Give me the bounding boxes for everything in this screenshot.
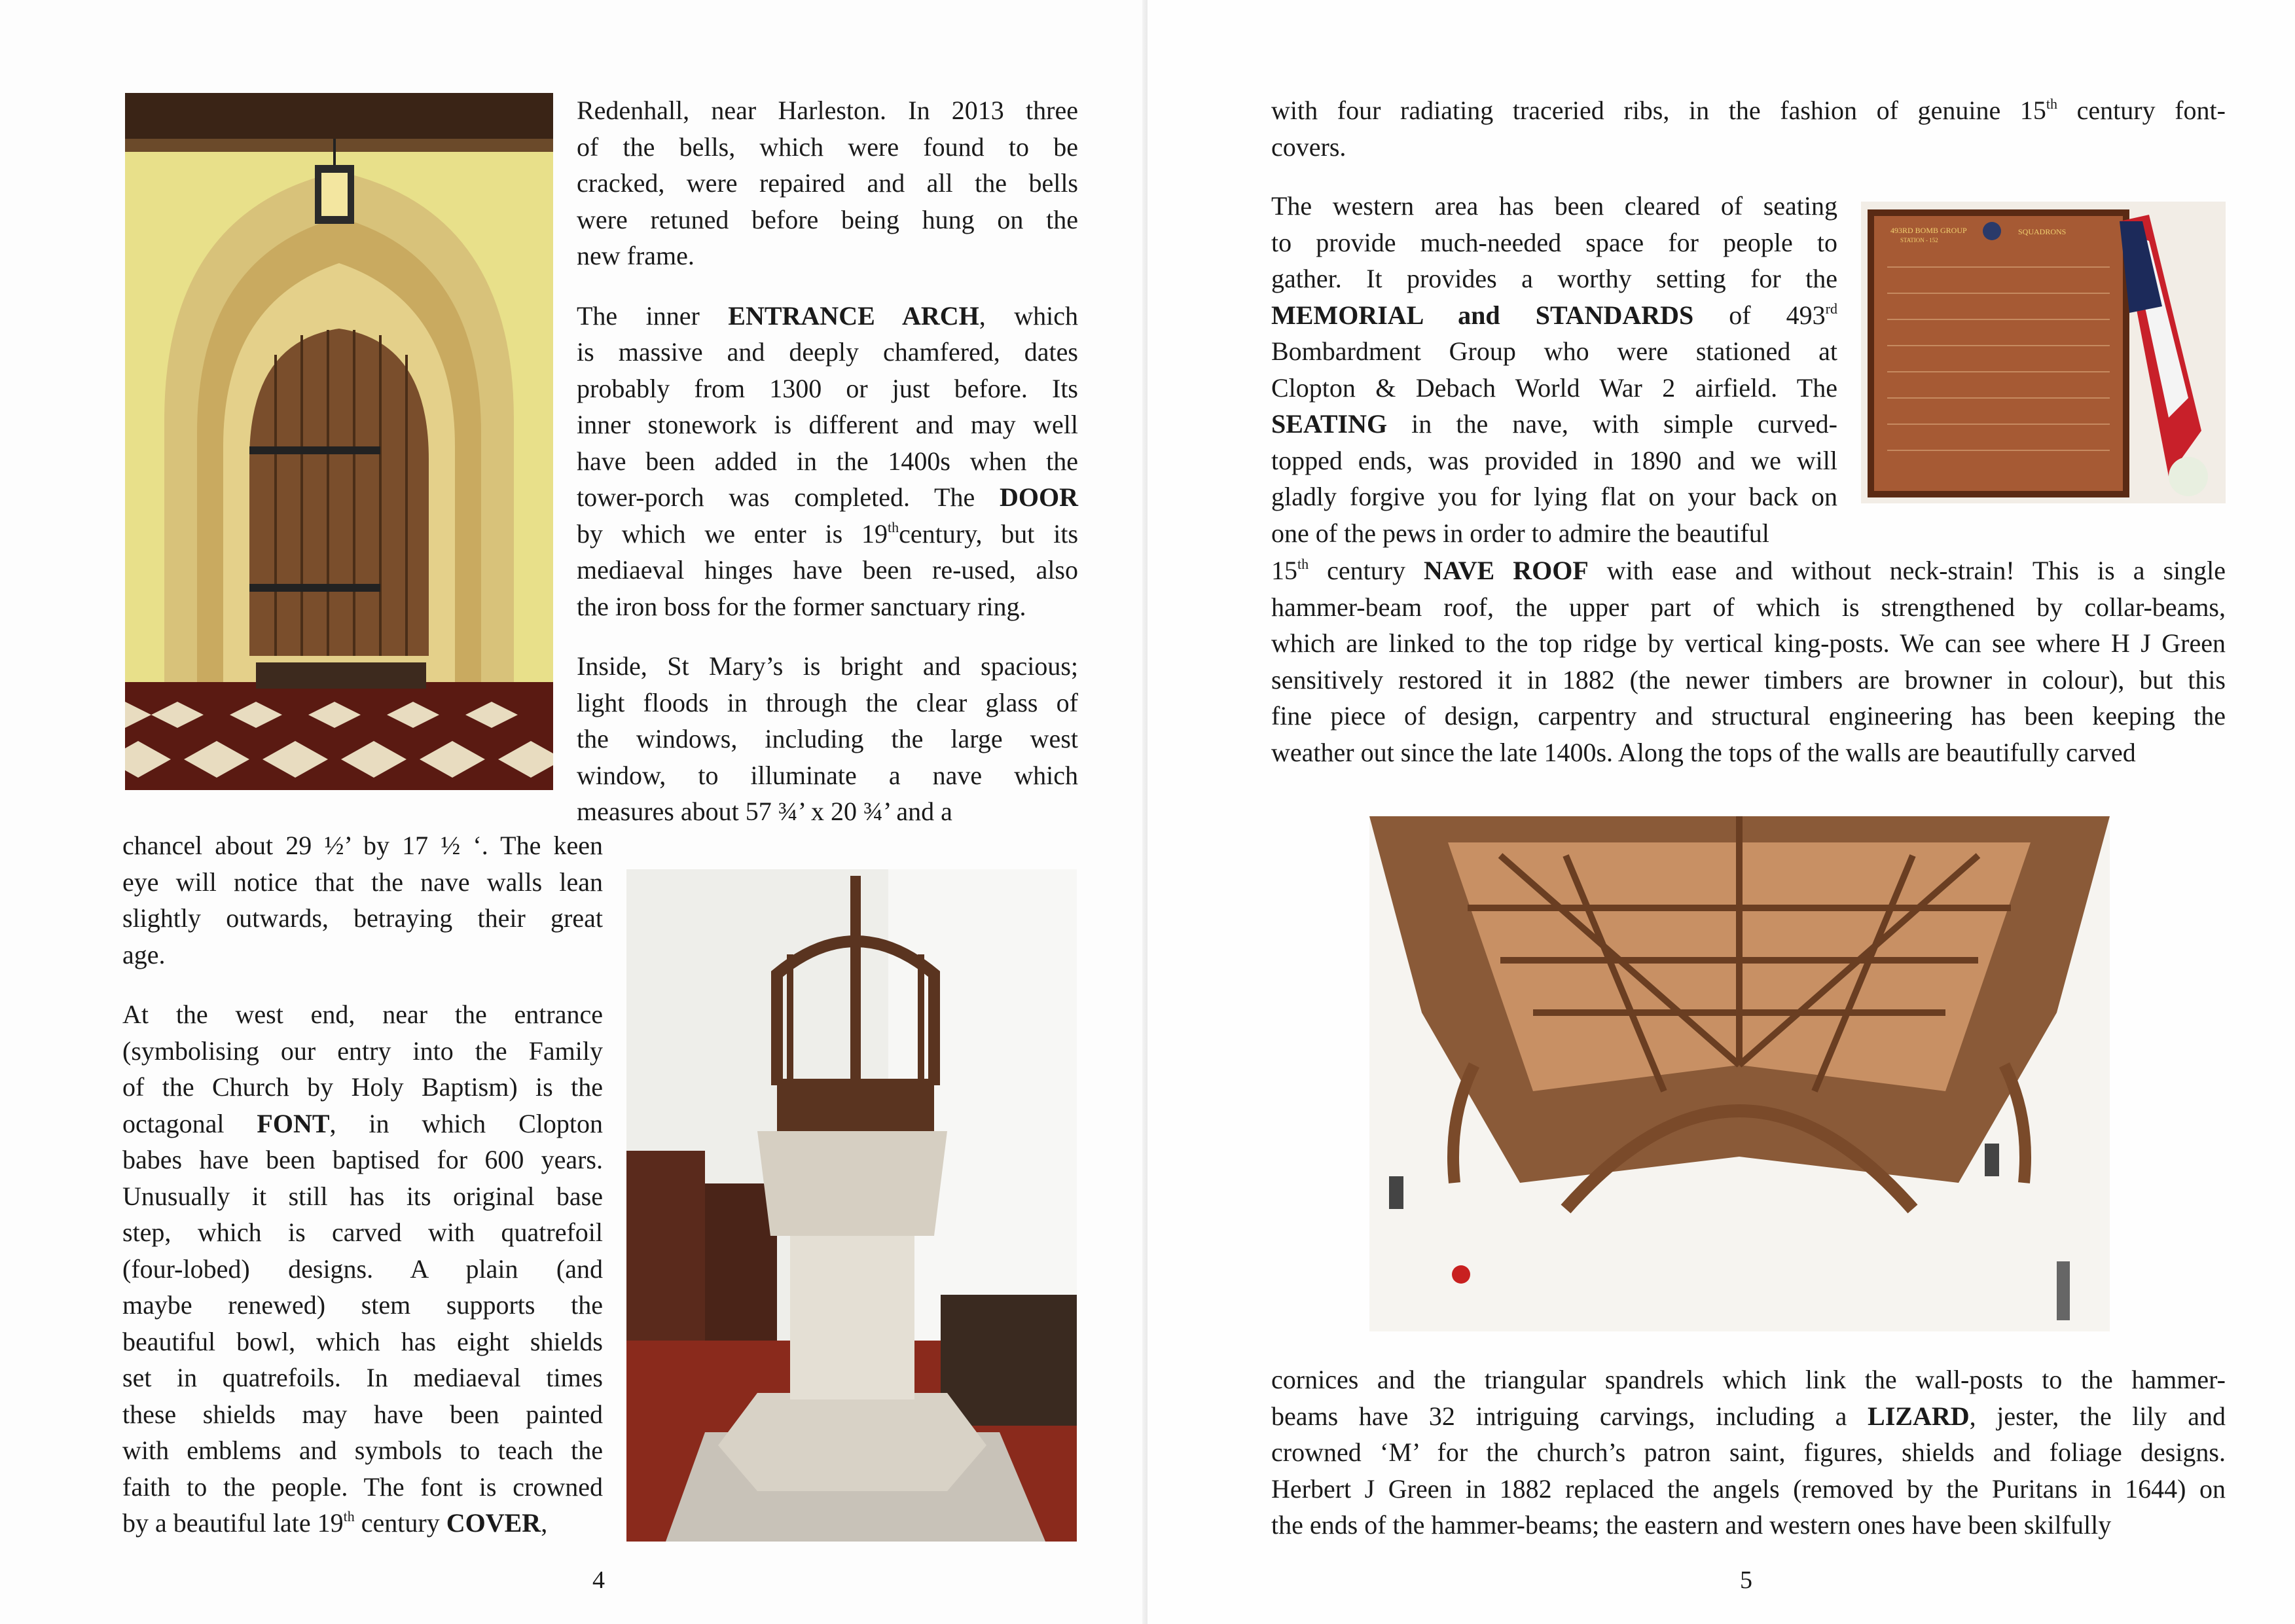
- text-line: [1271, 129, 2226, 166]
- text-run: step, which is carved with quatrefoil: [122, 1218, 603, 1247]
- text-run: by which we enter is 19: [577, 518, 888, 549]
- text-line: [122, 1505, 603, 1542]
- text-run: covers.: [1271, 132, 1346, 162]
- text-line: [1271, 92, 2226, 129]
- text-line: [1271, 552, 2226, 589]
- page-number: 5: [1740, 1566, 1752, 1594]
- text-line: [577, 129, 1078, 166]
- text-run: Bombardment Group who were stationed at: [1271, 336, 1837, 366]
- text-run: , in which Clopton: [329, 1108, 603, 1138]
- text-run: gather. It provides a worthy setting for the: [1271, 264, 1837, 293]
- text-run: measures about 57 ¾’ x 20 ¾’ and a: [577, 797, 952, 826]
- text-run: topped ends, was provided in 1890 and we will: [1271, 445, 1837, 475]
- text-run: by a beautiful late 19: [122, 1508, 344, 1538]
- text-column-1: [577, 92, 1078, 830]
- text-run: of 493: [1693, 300, 1826, 330]
- bold-keyword: NAVE ROOF: [1424, 556, 1589, 585]
- page-5: [1148, 0, 2295, 1624]
- text-line: [1271, 225, 1837, 261]
- text-line: [1271, 442, 1837, 479]
- text-line: [1271, 1434, 2226, 1471]
- text-line: [577, 721, 1078, 757]
- text-run: Redenhall, near Harleston. In 2013 three: [577, 96, 1078, 125]
- text-line: [122, 1324, 603, 1360]
- text-line: [577, 757, 1078, 794]
- text-run: At the west end, near the entrance: [122, 1000, 603, 1029]
- text-run: Herbert J Green in 1882 replaced the angels (removed by the Puritans in 1644) on: [1271, 1473, 2226, 1504]
- paragraph: [1271, 552, 2226, 770]
- paragraph: [577, 648, 1078, 830]
- paragraph: [1271, 188, 1837, 551]
- photo-nave-roof: [1369, 816, 2110, 1331]
- text-line: [1271, 370, 1837, 406]
- text-narrow: [1271, 188, 1837, 551]
- text-run: fine piece of design, carpentry and structural engineering has been keeping the: [1271, 701, 2226, 731]
- text-run: to provide much-needed space for people to: [1271, 227, 1837, 257]
- text-line: [1271, 515, 1837, 552]
- text-run: is massive and deeply chamfered, dates: [577, 337, 1078, 367]
- text-run: the iron boss for the former sanctuary ring.: [577, 591, 1026, 621]
- text-line: [577, 165, 1078, 202]
- text-run: in the nave, with simple curved-: [1387, 409, 1837, 439]
- text-line: [122, 1033, 603, 1070]
- text-line: [122, 1396, 603, 1433]
- text-line: [577, 479, 1078, 516]
- text-run: with emblems and symbols to teach the: [122, 1435, 603, 1465]
- text-line: [1271, 734, 2226, 771]
- text-line: [577, 552, 1078, 588]
- text-run: one of the pews in order to admire the beautiful: [1271, 518, 1769, 548]
- text-line: [577, 238, 1078, 274]
- text-line: [577, 298, 1078, 334]
- text-run: 15: [1271, 556, 1297, 585]
- superscript: rd: [1825, 300, 1837, 317]
- text-run: faith to the people. The font is crowned: [122, 1471, 603, 1502]
- text-run: age.: [122, 939, 166, 969]
- text-run: (four-lobed) designs. A plain (and: [122, 1254, 603, 1284]
- text-run: gladly forgive you for lying flat on your back on: [1271, 482, 1837, 511]
- text-line: [122, 1142, 603, 1178]
- text-column-2: [122, 827, 603, 1542]
- bold-keyword: ENTRANCE ARCH: [728, 300, 979, 331]
- paragraph: [122, 996, 603, 1542]
- text-run: tower-porch was completed. The: [577, 482, 1000, 512]
- text-line: [1271, 1362, 2226, 1398]
- text-line: [122, 1214, 603, 1251]
- text-line: [577, 92, 1078, 129]
- text-line: [1271, 478, 1837, 515]
- text-run: maybe renewed) stem supports the: [122, 1290, 603, 1320]
- bold-keyword: COVER: [446, 1508, 541, 1538]
- text-run: of the bells, which were found to be: [577, 132, 1078, 162]
- photo-font: [626, 869, 1077, 1542]
- text-run: beams have 32 intriguing carvings, including a: [1271, 1401, 1868, 1431]
- text-line: [122, 1069, 603, 1106]
- text-line: [577, 685, 1078, 721]
- text-line: [577, 406, 1078, 443]
- text-run: of the Church by Holy Baptism) is the: [122, 1072, 603, 1102]
- text-line: [1271, 1471, 2226, 1507]
- text-line: [122, 1106, 603, 1142]
- text-run: the ends of the hammer-beams; the eastern and western ones have been skilfully: [1271, 1510, 2112, 1540]
- superscript: th: [1297, 556, 1309, 572]
- text-run: The inner: [577, 300, 729, 331]
- paragraph: [577, 92, 1078, 274]
- svg-text:STATION - 152: STATION - 152: [1900, 237, 1938, 244]
- text-line: [1271, 261, 1837, 297]
- text-run: Inside, St Mary’s is bright and spacious;: [577, 651, 1078, 681]
- text-run: slightly outwards, betraying their great: [122, 903, 603, 933]
- text-run: which are linked to the top ridge by vertical king-posts. We can see where H J Green: [1271, 628, 2226, 658]
- paragraph: [1271, 1362, 2226, 1543]
- text-run: century: [354, 1508, 446, 1538]
- text-run: century font-: [2057, 96, 2226, 125]
- text-run: eye will notice that the nave walls lean: [122, 867, 603, 897]
- text-line: [577, 334, 1078, 370]
- text-line: [122, 1432, 603, 1469]
- text-run: sensitively restored it in 1882 (the newer timbers are browner in colour), but this: [1271, 664, 2226, 695]
- text-line: [577, 793, 1078, 830]
- text-line: [577, 370, 1078, 407]
- text-line: [1271, 333, 1837, 370]
- text-run: century, but its: [899, 518, 1079, 549]
- text-run: with four radiating traceried ribs, in the fashion of genuine 15: [1271, 96, 2046, 125]
- photo-memorial-plaque: [1861, 202, 2226, 503]
- text-run: new frame.: [577, 241, 695, 270]
- text-run: these shields may have been painted: [122, 1399, 603, 1429]
- text-run: cornices and the triangular spandrels which link the wall-posts to the hammer-: [1271, 1365, 2226, 1394]
- bold-keyword: SEATING: [1271, 409, 1388, 439]
- text-run: Clopton & Debach World War 2 airfield. The: [1271, 372, 1837, 403]
- text-line: [1271, 406, 1837, 442]
- paragraph: [122, 827, 603, 973]
- text-line: [577, 202, 1078, 238]
- svg-text:SQUADRONS: SQUADRONS: [2018, 227, 2067, 236]
- text-line: [577, 588, 1078, 625]
- svg-text:493RD BOMB GROUP: 493RD BOMB GROUP: [1890, 226, 1967, 235]
- text-run: hammer-beam roof, the upper part of which is strengthened by collar-beams,: [1271, 592, 2226, 622]
- text-run: century: [1309, 556, 1424, 585]
- text-run: crowned ‘M’ for the church’s patron saint, figures, shields and foliage designs.: [1271, 1437, 2226, 1467]
- page-number: 4: [592, 1566, 605, 1594]
- text-line: [122, 996, 603, 1033]
- text-run: (symbolising our entry into the Family: [122, 1036, 603, 1066]
- text-run: , jester, the lily and: [1969, 1401, 2226, 1431]
- text-line: [122, 1178, 603, 1215]
- text-line: [1271, 589, 2226, 626]
- text-line: [122, 1287, 603, 1324]
- text-run: chancel about 29 ½’ by 17 ½ ‘. The keen: [122, 831, 603, 860]
- bold-keyword: MEMORIAL and STANDARDS: [1271, 300, 1694, 330]
- text-line: [122, 1360, 603, 1396]
- text-line: [1271, 297, 1837, 334]
- text-run: mediaeval hinges have been re-used, also: [577, 555, 1078, 585]
- text-line: [1271, 188, 1837, 225]
- text-run: ,: [541, 1508, 548, 1538]
- text-run: have been added in the 1400s when the: [577, 446, 1078, 476]
- bold-keyword: DOOR: [1000, 482, 1078, 512]
- superscript: th: [888, 518, 899, 535]
- text-line: [122, 1469, 603, 1506]
- text-line: [1271, 1507, 2226, 1543]
- text-run: weather out since the late 1400s. Along the tops of the walls are beautifully carved: [1271, 737, 2136, 767]
- text-run: with ease and without neck-strain! This is a single: [1588, 556, 2226, 585]
- text-line: [122, 937, 603, 973]
- text-run: light floods in through the clear glass of: [577, 687, 1078, 717]
- text-run: set in quatrefoils. In mediaeval times: [122, 1363, 603, 1392]
- text-run: beautiful bowl, which has eight shields: [122, 1326, 603, 1356]
- text-run: inner stonework is different and may well: [577, 410, 1078, 439]
- text-line: [577, 648, 1078, 685]
- text-line: [577, 516, 1078, 552]
- text-run: babes have been baptised for 600 years.: [122, 1145, 603, 1174]
- superscript: th: [343, 1508, 355, 1525]
- photo-entrance-door: [125, 93, 553, 790]
- text-line: [1271, 698, 2226, 734]
- text-line: [122, 864, 603, 901]
- text-run: The western area has been cleared of seating: [1271, 191, 1837, 221]
- text-line: [122, 900, 603, 937]
- text-top: [1271, 92, 2226, 165]
- text-run: window, to illuminate a nave which: [577, 760, 1078, 790]
- text-run: the windows, including the large west: [577, 724, 1078, 753]
- text-line: [577, 443, 1078, 480]
- text-line: [122, 827, 603, 864]
- text-run: cracked, were repaired and all the bells: [577, 168, 1078, 198]
- superscript: th: [2046, 96, 2058, 112]
- bold-keyword: LIZARD: [1868, 1401, 1970, 1431]
- text-bottom: [1271, 1362, 2226, 1543]
- text-run: Unusually it still has its original base: [122, 1181, 603, 1211]
- text-line: [1271, 1398, 2226, 1435]
- text-run: were retuned before being hung on the: [577, 204, 1078, 234]
- paragraph: [577, 298, 1078, 625]
- text-line: [1271, 662, 2226, 698]
- text-line: [1271, 625, 2226, 662]
- text-line: [122, 1251, 603, 1288]
- text-run: octagonal: [122, 1108, 257, 1138]
- paragraph: [1271, 92, 2226, 165]
- text-run: , which: [979, 300, 1078, 331]
- text-wide: [1271, 552, 2226, 770]
- bold-keyword: FONT: [257, 1108, 330, 1138]
- text-run: probably from 1300 or just before. Its: [577, 373, 1078, 403]
